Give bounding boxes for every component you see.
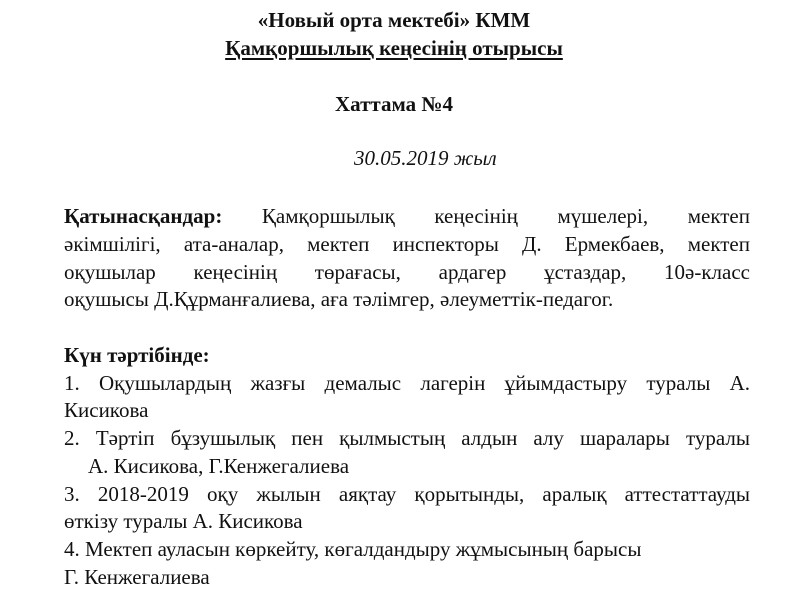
- agenda-item-3: 3. 2018-2019 оқу жылын аяқтау қорытынды, аралық аттестаттауды: [64, 482, 750, 506]
- org-name: «Новый орта мектебі» КММ: [257, 8, 531, 32]
- agenda-item-4-speaker: Г. Кенжегалиева: [64, 565, 210, 589]
- participants-label: Қатынасқандар:: [64, 204, 223, 228]
- agenda-item-2: 2. Тәртіп бұзушылық пен қылмыстың алдын алу шаралары туралы: [64, 426, 750, 450]
- agenda-item-2-speaker: А. Кисикова, Г.Кенжегалиева: [88, 454, 350, 478]
- agenda-item-4: 4. Мектеп ауласын көркейту, көгалдандыру жұмысының барысы: [64, 537, 642, 561]
- protocol-title: Хаттама №4: [334, 92, 454, 116]
- agenda-item-1-speaker: Кисикова: [64, 398, 149, 422]
- participants-line-3: оқушылар кеңесінің төрағасы, ардагер ұстаздар, 10ә-класс: [64, 260, 750, 284]
- protocol-date: 30.05.2019 жыл: [354, 146, 497, 170]
- participants-line-4: оқушысы Д.Құрманғалиева, аға тәлімгер, әлеуметтік-педагог.: [64, 287, 614, 311]
- agenda-item-3-speaker: өткізу туралы А. Кисикова: [64, 509, 303, 533]
- agenda-item-1: 1. Оқушылардың жазғы демалыс лагерін ұйымдастыру туралы А.: [64, 371, 750, 395]
- agenda-label: Күн тәртібінде:: [64, 343, 210, 367]
- council-title: Қамқоршылық кеңесінің отырысы: [225, 36, 563, 60]
- participants-text-1: Қамқоршылық кеңесінің мүшелері, мектеп: [222, 204, 750, 228]
- participants-line-1: [64, 202, 750, 230]
- participants-line-2: әкімшілігі, ата-аналар, мектеп инспекторы Д. Ермекбаев, мектеп: [64, 232, 750, 256]
